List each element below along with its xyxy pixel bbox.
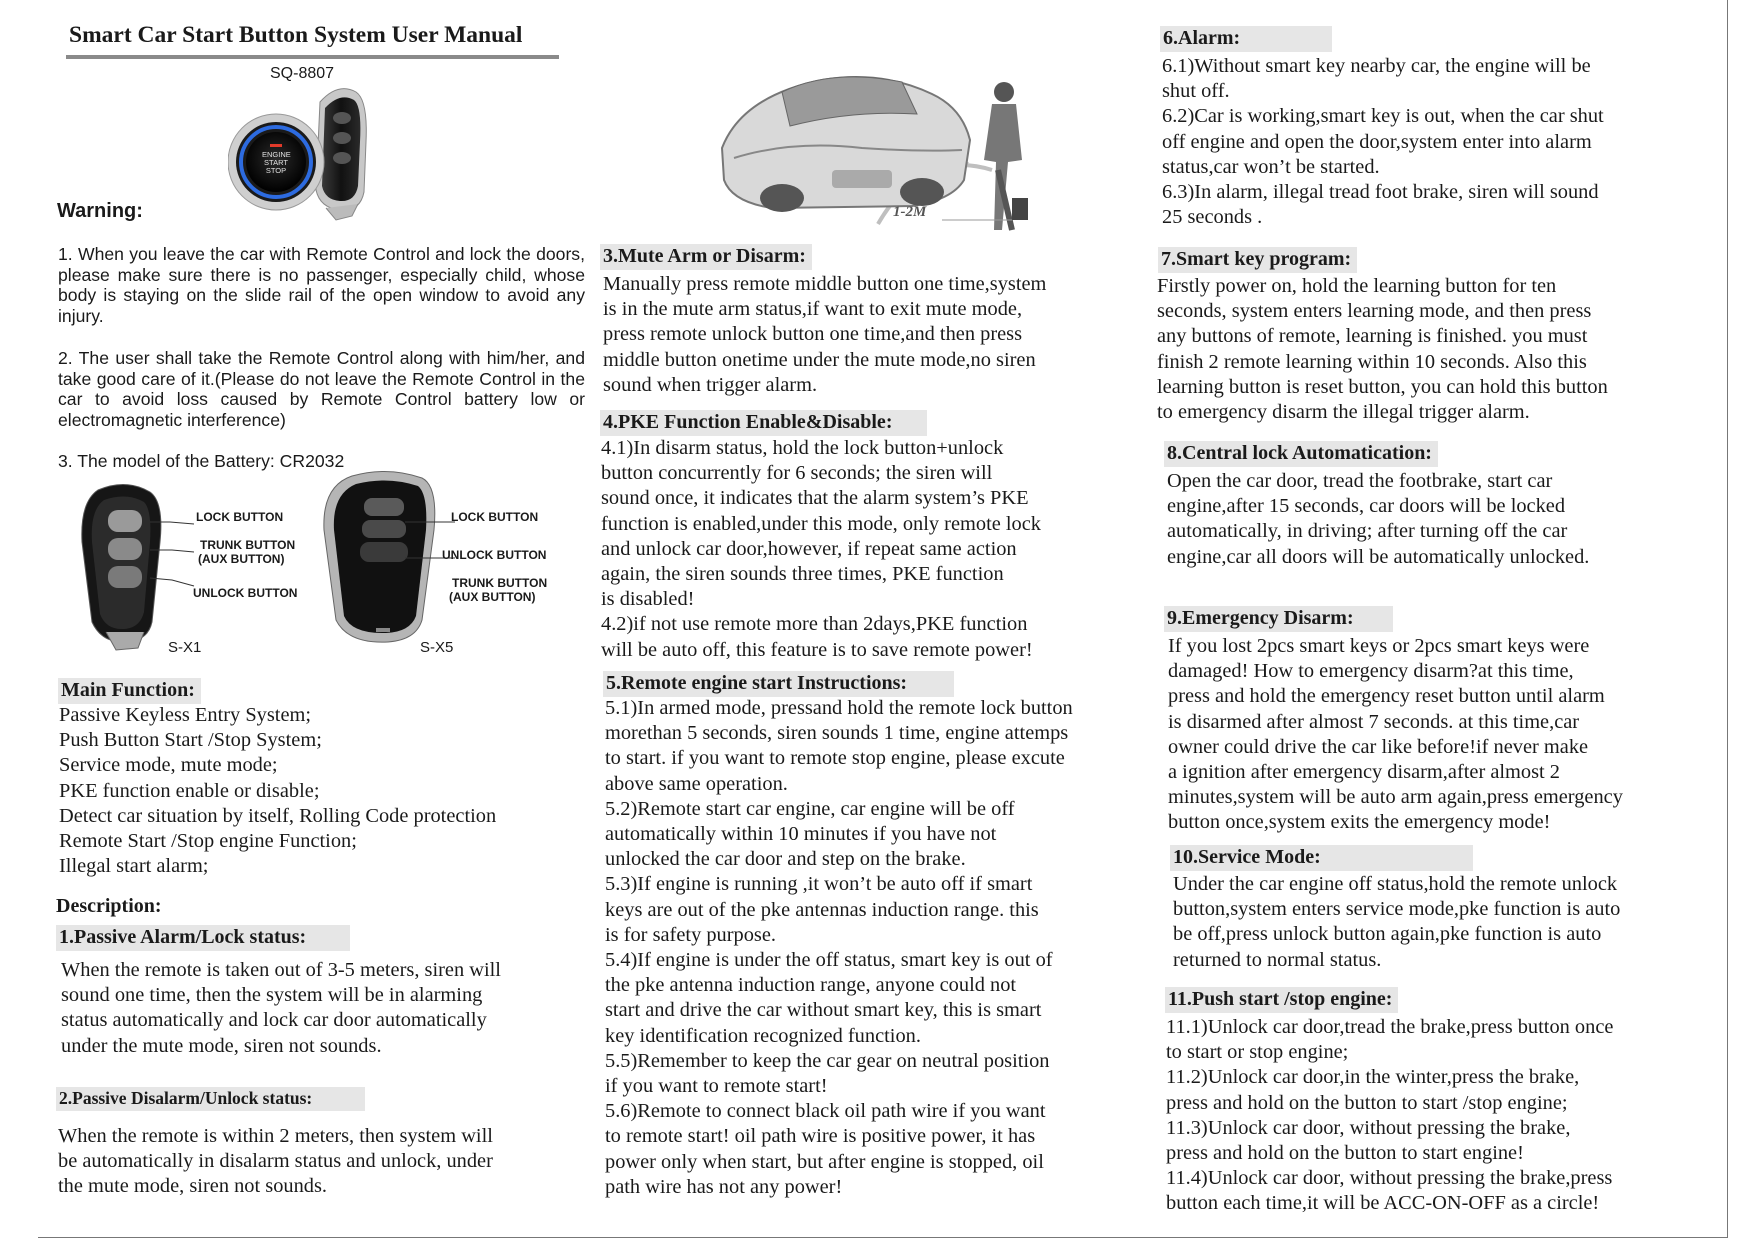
section-4-line: button concurrently for 6 seconds; the siren will [601,462,993,485]
section-6-body [1162,54,1722,230]
section-4-line: function is enabled,under this mode, only remote lock [601,512,1041,535]
section-6-line: shut off. [1162,80,1230,103]
section-2-heading: 2.Passive Disalarm/Unlock status: [56,1087,365,1111]
start-button-label-line: ENGINE [262,150,291,159]
section-11-line: 11.4)Unlock car door, without pressing the brake,press [1166,1167,1613,1190]
remote-sx1-name: S-X1 [168,639,202,656]
section-10-line: Under the car engine off status,hold the remote unlock [1173,873,1618,895]
section-5-line: key identification recognized function. [605,1024,921,1047]
section-3-line: sound when trigger alarm. [603,373,818,396]
section-4-line: again, the siren sounds three times, PKE function [601,563,1004,586]
section-5-body [605,696,1165,1200]
start-button-label-line: START [264,158,288,167]
section-10-heading: 10.Service Mode: [1170,845,1473,871]
section-5-line: to remote start! oil path wire is positive power, it has [605,1125,1036,1148]
distance-label: 1-2M [893,204,927,220]
section-5-line: 5.6)Remote to connect black oil path wire if you want [605,1100,1046,1123]
section-7-line: finish 2 remote learning within 10 seconds. Also this [1157,350,1587,373]
warning-item: 1. When you leave the car with Remote Control and lock the doors, please make sure there is no passenger, especially child, whose body is staying on the slide rail of the open window to avoid any injury. [58,244,585,326]
section-1-line: status automatically and lock car door automatically [61,1009,487,1032]
section-8-line: engine,after 15 seconds, car doors will be locked [1167,495,1566,518]
section-5-line: 5.1)In armed mode, pressand hold the remote lock button [605,697,1073,719]
main-function-item: Passive Keyless Entry System; [59,704,312,726]
section-5-line: unlocked the car door and step on the brake. [605,848,966,871]
section-11-line: to start or stop engine; [1166,1041,1349,1064]
sx5-lock-label: LOCK BUTTON [451,510,539,524]
section-5-line: path wire has not any power! [605,1175,843,1198]
section-11-line: 11.1)Unlock car door,tread the brake,press button once [1166,1016,1614,1038]
sx1-trunk-label: TRUNK BUTTON [200,538,296,552]
main-function-heading: Main Function: [58,678,201,704]
section-9-line: If you lost 2pcs smart keys or 2pcs smart keys were [1168,635,1590,657]
section-7-line: Firstly power on, hold the learning button for ten [1157,275,1557,297]
section-1-line: When the remote is taken out of 3-5 meters, siren will [61,959,501,981]
main-function-list [59,703,599,879]
section-4-line: sound once, it indicates that the alarm system’s PKE [601,487,1029,510]
section-9-line: damaged! How to emergency disarm?at this time, [1168,660,1574,683]
section-5-line: is for safety purpose. [605,923,777,946]
section-5-line: 5.4)If engine is under the off status, smart key is out of [605,949,1053,972]
section-4-line: is disabled! [601,588,695,611]
section-5-line: the pke antenna induction range, anyone could not [605,974,1017,997]
section-6-line: status,car won’t be started. [1162,155,1380,178]
section-8-heading: 8.Central lock Automatication: [1164,441,1438,467]
section-9-line: press and hold the emergency reset button until alarm [1168,685,1605,708]
section-6-line: 6.1)Without smart key nearby car, the engine will be [1162,55,1591,77]
section-10-body [1173,872,1733,973]
section-4-body [601,436,1131,663]
section-9-line: a ignition after emergency disarm,after almost 2 [1168,761,1561,784]
main-function-item: Remote Start /Stop engine Function; [59,830,357,853]
section-1-line: under the mute mode, siren not sounds. [61,1034,382,1057]
section-6-line: 6.2)Car is working,smart key is out, when the car shut [1162,105,1604,128]
section-1-line: sound one time, then the system will be in alarming [61,984,483,1007]
section-1-body [61,958,591,1059]
section-5-line: above same operation. [605,772,788,795]
start-button-and-key-image [228,82,384,232]
section-5-line: if you want to remote start! [605,1075,828,1098]
sx5-unlock-label: UNLOCK BUTTON [442,548,547,562]
section-11-line: press and hold on the button to start engine! [1166,1142,1524,1165]
section-4-line: will be auto off, this feature is to save remote power! [601,638,1033,661]
remote-sx1-pointer-lines [150,508,195,598]
section-5-line: morethan 5 seconds, siren sounds 1 time, engine attemps [605,722,1069,745]
remote-sx5-name: S-X5 [420,639,454,656]
section-11-line: button each time,it will be ACC-ON-OFF as a circle! [1166,1192,1600,1215]
section-7-line: to emergency disarm the illegal trigger alarm. [1157,401,1530,424]
section-5-line: 5.3)If engine is running ,it won’t be auto off if smart [605,873,1033,896]
sx5-aux-label: (AUX BUTTON) [449,590,536,604]
warning-heading: Warning: [57,200,143,222]
section-8-body [1167,469,1727,570]
section-3-line: Manually press remote middle button one time,system [603,273,1047,295]
section-3-heading: 3.Mute Arm or Disarm: [600,244,812,270]
section-5-line: keys are out of the pke antennas induction range. this [605,898,1039,921]
main-function-item: Illegal start alarm; [59,855,209,878]
section-3-body [603,272,1123,398]
section-6-line: 25 seconds . [1162,206,1263,229]
section-11-line: 11.3)Unlock car door, without pressing the brake, [1166,1116,1571,1139]
section-3-line: press remote unlock button one time,and then press [603,323,1023,346]
section-11-heading: 11.Push start /stop engine: [1165,987,1398,1013]
section-8-line: Open the car door, tread the footbrake, start car [1167,470,1553,492]
section-6-line: off engine and open the door,system enter into alarm [1162,130,1592,153]
main-function-item: Service mode, mute mode; [59,754,278,777]
warning-item: 3. The model of the Battery: CR2032 [58,451,345,471]
section-5-heading: 5.Remote engine start Instructions: [603,671,954,697]
sx5-trunk-label: TRUNK BUTTON [452,576,548,590]
section-2-line: When the remote is within 2 meters, then system will [58,1125,493,1147]
section-7-heading: 7.Smart key program: [1158,247,1357,273]
section-5-line: start and drive the car without smart key, this is smart [605,999,1042,1022]
document-title: Smart Car Start Button System User Manual [69,22,523,48]
section-3-line: middle button onetime under the mute mode,no siren [603,348,1036,371]
description-heading: Description: [56,895,162,917]
section-9-line: minutes,system will be auto arm again,press emergency [1168,786,1623,809]
section-8-line: engine,car all doors will be automatically unlocked. [1167,545,1590,568]
section-2-line: the mute mode, siren not sounds. [58,1175,328,1198]
section-11-body [1166,1015,1736,1217]
section-11-line: press and hold on the button to start /stop engine; [1166,1091,1568,1114]
section-5-line: 5.2)Remote start car engine, car engine will be off [605,797,1015,820]
section-1-heading: 1.Passive Alarm/Lock status: [56,925,350,951]
section-7-line: learning button is reset button, you can hold this button [1157,375,1608,398]
section-5-line: to start. if you want to remote stop engine, please excute [605,747,1065,770]
section-10-line: returned to normal status. [1173,948,1382,971]
section-5-line: power only when start, but after engine is stopped, oil [605,1150,1044,1173]
car-with-person-image [712,30,1044,240]
section-6-line: 6.3)In alarm, illegal tread foot brake, siren will sound [1162,181,1599,204]
sx1-aux-label: (AUX BUTTON) [198,552,285,566]
section-7-body [1157,274,1727,425]
section-4-heading: 4.PKE Function Enable&Disable: [600,410,927,436]
section-9-heading: 9.Emergency Disarm: [1164,606,1393,632]
section-4-line: 4.2)if not use remote more than 2days,PKE function [601,613,1028,636]
section-9-line: button once,system exits the emergency mode! [1168,811,1551,834]
section-7-line: seconds, system enters learning mode, and then press [1157,300,1592,323]
main-function-item: Detect car situation by itself, Rolling Code protection [59,804,497,827]
section-4-line: 4.1)In disarm status, hold the lock button+unlock [601,437,1004,459]
start-button-label [262,151,290,175]
section-8-line: automatically, in driving; after turning off the car [1167,520,1568,543]
main-function-item: Push Button Start /Stop System; [59,729,322,752]
section-6-heading: 6.Alarm: [1160,26,1332,52]
sx1-lock-label: LOCK BUTTON [196,510,284,524]
section-3-line: is in the mute arm status,if want to exit mute mode, [603,298,1023,321]
section-4-line: and unlock car door,however, if repeat same action [601,537,1017,560]
section-9-body [1168,634,1728,836]
section-9-line: is disarmed after almost 7 seconds. at this time,car [1168,710,1580,733]
section-2-line: be automatically in disalarm status and unlock, under [58,1150,493,1173]
start-button-label-line: STOP [265,166,287,175]
sx1-unlock-label: UNLOCK BUTTON [193,586,298,600]
section-7-line: any buttons of remote, learning is finished. you must [1157,325,1588,348]
section-10-line: button,system enters service mode,pke function is auto [1173,898,1621,921]
title-underline [66,55,559,59]
section-11-line: 11.2)Unlock car door,in the winter,press the brake, [1166,1066,1580,1089]
section-2-body [58,1124,598,1200]
section-5-line: automatically within 10 minutes if you have not [605,823,997,846]
section-5-line: 5.5)Remember to keep the car gear on neutral position [605,1049,1050,1072]
section-10-line: be off,press unlock button again,pke function is auto [1173,923,1602,946]
section-9-line: owner could drive the car like before!if never make [1168,735,1589,758]
model-number: SQ-8807 [270,65,335,82]
main-function-item: PKE function enable or disable; [59,779,320,802]
warning-item: 2. The user shall take the Remote Control along with him/her, and take good care of it.(Please do not leave the Remote Control in the car to avoid loss caused by Remote Control battery low or electromagnetic interference) [58,348,585,430]
